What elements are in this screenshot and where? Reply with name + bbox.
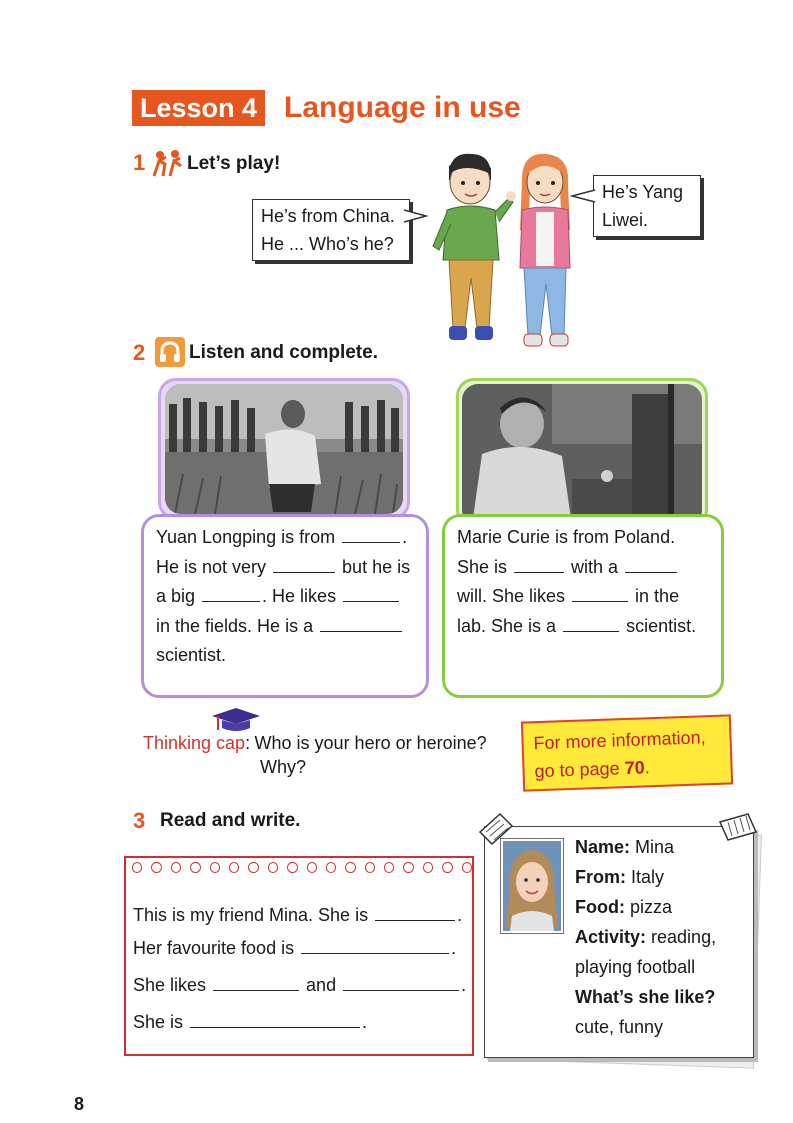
ring bbox=[423, 862, 433, 873]
thinking-cap-colon: : bbox=[245, 733, 251, 753]
card-right-line-1: Marie Curie is from Poland. bbox=[457, 527, 676, 547]
bubble-left-line2: He ... Who’s he? bbox=[261, 234, 394, 254]
ring bbox=[171, 862, 181, 873]
text-card-right bbox=[442, 514, 724, 698]
photo-yuan-longping bbox=[165, 384, 403, 514]
thinking-cap bbox=[143, 731, 487, 755]
blank[interactable] bbox=[625, 556, 677, 573]
blank[interactable] bbox=[343, 585, 399, 602]
info-banner[interactable] bbox=[521, 714, 733, 791]
bubble-right-line2: Liwei. bbox=[602, 210, 649, 230]
blank[interactable] bbox=[343, 974, 459, 991]
ring bbox=[307, 862, 317, 873]
card-left-line-3: a big . He likes bbox=[156, 582, 414, 612]
info-line-2: go to page 70. bbox=[534, 757, 650, 782]
profile-from: From: Italy bbox=[575, 867, 665, 887]
profile-activity: Activity: reading, bbox=[575, 927, 717, 947]
write-line-1: This is my friend Mina. She is . bbox=[133, 905, 463, 925]
blank[interactable] bbox=[190, 1011, 360, 1028]
blank[interactable] bbox=[563, 615, 619, 632]
section1-title: Let’s play! bbox=[187, 153, 281, 174]
notebook-rings bbox=[132, 862, 472, 876]
card-left-line-2: He is not very but he is bbox=[156, 556, 411, 577]
blank[interactable] bbox=[213, 974, 299, 991]
info-line-1: For more information, bbox=[533, 727, 706, 754]
blank[interactable] bbox=[514, 556, 564, 573]
profile-activity-2: playing football bbox=[575, 957, 696, 977]
thinking-question-1: Who is your hero or heroine? bbox=[254, 733, 487, 753]
play-icon bbox=[150, 148, 184, 178]
lesson-title: Language in use bbox=[284, 91, 521, 124]
ring bbox=[132, 862, 142, 873]
girl-illustration bbox=[508, 150, 583, 355]
tape-icon bbox=[718, 812, 758, 842]
ring bbox=[462, 862, 472, 873]
write-line-2: Her favourite food is . bbox=[133, 938, 457, 958]
card-left-line-1: Yuan Longping is from . bbox=[156, 527, 408, 547]
profile-like-label: What’s she like? bbox=[575, 987, 716, 1007]
bubble-right-line1: He’s Yang bbox=[602, 182, 684, 202]
photo-mina bbox=[500, 838, 564, 934]
card-right-line-4: lab. She is a scientist. bbox=[457, 615, 697, 636]
graduation-cap-icon bbox=[210, 706, 262, 732]
section2-title: Listen and complete. bbox=[189, 342, 378, 363]
ring bbox=[365, 862, 375, 873]
ring bbox=[326, 862, 336, 873]
ring bbox=[190, 862, 200, 873]
card-left-line-5: scientist. bbox=[156, 645, 227, 665]
card-left-line-4: in the fields. He is a bbox=[156, 612, 414, 642]
text-card-left bbox=[141, 514, 429, 698]
ring bbox=[268, 862, 278, 873]
blank[interactable] bbox=[273, 556, 335, 573]
thinking-cap-label: Thinking cap bbox=[143, 733, 246, 753]
blank[interactable] bbox=[375, 904, 455, 921]
ring bbox=[442, 862, 452, 873]
ring bbox=[151, 862, 161, 873]
ring bbox=[384, 862, 394, 873]
section3-title: Read and write. bbox=[160, 810, 301, 831]
photo-marie-curie bbox=[462, 384, 702, 526]
ring bbox=[210, 862, 220, 873]
ring bbox=[403, 862, 413, 873]
profile-name: Name: Mina bbox=[575, 837, 675, 857]
write-line-4: She is . bbox=[133, 1012, 368, 1032]
headphones-icon bbox=[155, 337, 185, 367]
blank[interactable] bbox=[320, 615, 402, 632]
blank[interactable] bbox=[301, 937, 449, 954]
profile-like: cute, funny bbox=[575, 1017, 664, 1037]
profile-food: Food: pizza bbox=[575, 897, 673, 917]
blank[interactable] bbox=[342, 526, 400, 543]
bubble-left-line1: He’s from China. bbox=[261, 206, 395, 226]
blank[interactable] bbox=[202, 585, 260, 602]
ring bbox=[248, 862, 258, 873]
ring bbox=[345, 862, 355, 873]
card-right-line-3: will. She likes in the bbox=[457, 586, 680, 606]
speech-bubble-left bbox=[252, 199, 410, 261]
blank[interactable] bbox=[572, 585, 628, 602]
section2-number: 2 bbox=[133, 340, 146, 365]
section3-number: 3 bbox=[133, 808, 146, 833]
ring bbox=[287, 862, 297, 873]
speech-bubble-right bbox=[593, 175, 701, 237]
info-page-number: 70 bbox=[624, 757, 645, 779]
ring bbox=[229, 862, 239, 873]
thinking-question-2: Why? bbox=[260, 757, 307, 777]
boy-illustration bbox=[425, 150, 520, 355]
write-line-3: She likes and . bbox=[133, 975, 467, 995]
page-number: 8 bbox=[74, 1094, 85, 1114]
lesson-badge: Lesson 4 bbox=[132, 90, 265, 126]
card-right-line-2: She is with a bbox=[457, 553, 709, 583]
section1-number: 1 bbox=[133, 150, 146, 175]
